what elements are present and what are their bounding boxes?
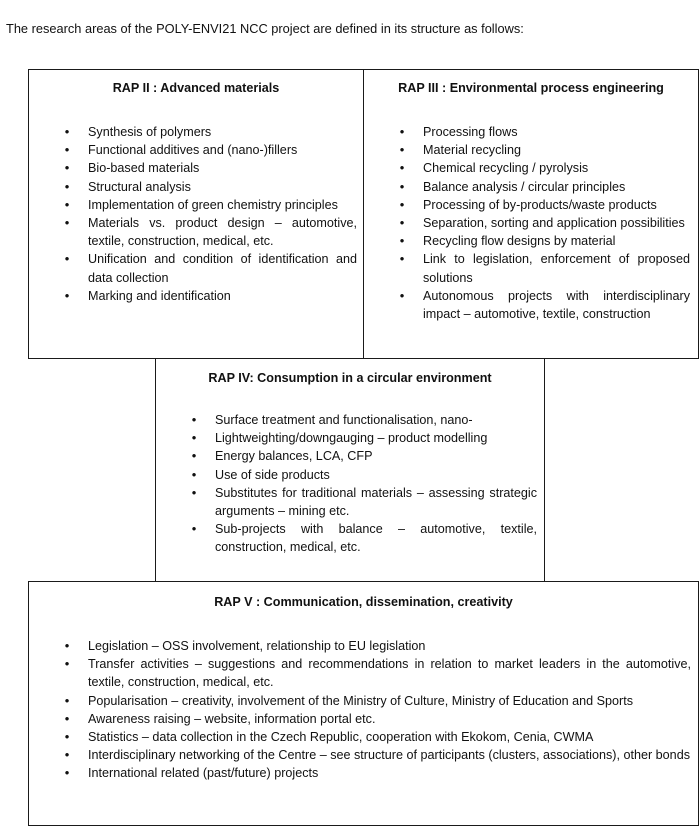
- bullet-icon: •: [399, 196, 405, 212]
- list-item: [61, 287, 357, 305]
- list-item-text: Chemical recycling / pyrolysis: [423, 161, 589, 176]
- list-item-text: Legislation – OSS involvement, relationship to EU legislation: [88, 639, 426, 653]
- list-item: [396, 214, 690, 232]
- bullet-icon: •: [399, 160, 405, 176]
- list-item: [61, 710, 691, 728]
- list-item-text: Surface treatment and functionalisation, nano-: [215, 413, 473, 427]
- bullet-icon: •: [191, 430, 197, 446]
- rap-ii-box: [28, 69, 364, 359]
- list-item: [61, 728, 691, 746]
- bullet-icon: •: [64, 729, 70, 745]
- list-item-text: Material recycling: [423, 143, 521, 158]
- bullet-icon: •: [64, 692, 70, 708]
- bullet-icon: •: [399, 215, 405, 231]
- list-item: [61, 250, 357, 286]
- bullet-icon: •: [64, 196, 70, 212]
- list-item: [188, 447, 537, 465]
- list-item-text: Substitutes for traditional materials – assessing strategic arguments – mining etc.: [215, 485, 537, 519]
- list-item: [61, 159, 357, 177]
- list-item: [61, 196, 357, 214]
- list-item-text: Bio-based materials: [88, 161, 200, 176]
- rap-ii-title: RAP II : Advanced materials: [112, 81, 280, 95]
- bullet-icon: •: [64, 656, 70, 672]
- list-item-text: Materials vs. product design – automotive, textile, construction, medical, etc.: [88, 216, 357, 249]
- list-item: [396, 232, 690, 250]
- list-item: [188, 484, 537, 520]
- list-item-text: Separation, sorting and application possibilities: [423, 216, 685, 231]
- rap-v-title: RAP V : Communication, dissemination, creativity: [214, 595, 513, 609]
- list-item-text: Marking and identification: [88, 288, 231, 303]
- intro-text: The research areas of the POLY-ENVI21 NCC project are defined in its structure as follows:: [6, 21, 524, 36]
- rap-iv-box: [155, 358, 545, 582]
- bullet-icon: •: [64, 178, 70, 194]
- bullet-icon: •: [64, 251, 70, 267]
- bullet-icon: •: [399, 233, 405, 249]
- rap-v-box: [28, 581, 699, 826]
- list-item-text: Popularisation – creativity, involvement of the Ministry of Culture, Ministry of Education and Sports: [88, 693, 634, 708]
- bullet-icon: •: [64, 710, 70, 726]
- bullet-icon: •: [64, 747, 70, 763]
- list-item: [396, 196, 690, 214]
- bullet-icon: •: [399, 178, 405, 194]
- bullet-icon: •: [191, 448, 197, 464]
- list-item-text: Processing of by-products/waste products: [423, 197, 657, 212]
- list-item: [188, 429, 537, 447]
- list-item-text: Sub-projects with balance – automotive, textile, construction, medical, etc.: [215, 522, 537, 555]
- bullet-icon: •: [64, 124, 70, 139]
- list-item: [61, 141, 357, 159]
- list-item-text: Awareness raising – website, information portal etc.: [88, 711, 376, 726]
- list-item-text: Functional additives and (nano-)fillers: [88, 143, 298, 158]
- bullet-icon: •: [64, 160, 70, 176]
- list-item: [396, 287, 690, 323]
- rap-iv-list: [188, 411, 537, 557]
- list-item: [188, 411, 537, 429]
- rap-v-list: [61, 637, 691, 783]
- list-item: [61, 637, 691, 655]
- list-item-text: Balance analysis / circular principles: [423, 179, 626, 194]
- list-item: [396, 178, 690, 196]
- rap-iii-list: [396, 123, 690, 323]
- bullet-icon: •: [191, 412, 197, 427]
- list-item: [61, 123, 357, 141]
- list-item-text: Processing flows: [423, 125, 518, 139]
- list-item-text: Unification and condition of identification and data collection: [88, 252, 357, 285]
- bullet-icon: •: [191, 521, 197, 537]
- list-item: [61, 214, 357, 250]
- rap-iii-title: RAP III : Environmental process engineering: [398, 81, 664, 95]
- list-item: [61, 746, 691, 764]
- bullet-icon: •: [64, 287, 70, 303]
- rap-ii-list: [61, 123, 357, 305]
- list-item-text: Lightweighting/downgauging – product modelling: [215, 431, 488, 446]
- list-item: [396, 159, 690, 177]
- bullet-icon: •: [399, 142, 405, 158]
- list-item-text: Interdisciplinary networking of the Centre – see structure of participants (clusters, associations), other bonds: [88, 748, 690, 763]
- bullet-icon: •: [64, 215, 70, 231]
- list-item: [396, 250, 690, 286]
- rap-iii-box: [363, 69, 699, 359]
- list-item-text: Transfer activities – suggestions and recommendations in relation to market leaders in the automotive, textile, construction, medical, etc.: [88, 657, 691, 690]
- list-item: [61, 764, 691, 782]
- list-item-text: Statistics – data collection in the Czech Republic, cooperation with Ekokom, Cenia, CWMA: [88, 730, 594, 745]
- bullet-icon: •: [191, 466, 197, 482]
- list-item: [396, 123, 690, 141]
- bullet-icon: •: [64, 765, 70, 781]
- list-item: [188, 520, 537, 556]
- bullet-icon: •: [399, 251, 405, 267]
- list-item: [61, 178, 357, 196]
- list-item-text: International related (past/future) projects: [88, 766, 319, 781]
- list-item-text: Synthesis of polymers: [88, 125, 212, 139]
- list-item-text: Energy balances, LCA, CFP: [215, 449, 373, 464]
- list-item-text: Implementation of green chemistry principles: [88, 197, 338, 212]
- bullet-icon: •: [64, 638, 70, 653]
- list-item: [188, 466, 537, 484]
- list-item-text: Use of side products: [215, 467, 330, 482]
- list-item: [396, 141, 690, 159]
- bullet-icon: •: [399, 287, 405, 303]
- rap-iv-title: RAP IV: Consumption in a circular environment: [208, 371, 492, 385]
- bullet-icon: •: [64, 142, 70, 158]
- bullet-icon: •: [399, 124, 405, 139]
- list-item-text: Recycling flow designs by material: [423, 234, 616, 249]
- list-item-text: Structural analysis: [88, 179, 191, 194]
- list-item-text: Autonomous projects with interdisciplinary impact – automotive, textile, construction: [423, 288, 690, 322]
- list-item-text: Link to legislation, enforcement of proposed solutions: [423, 252, 690, 285]
- bullet-icon: •: [191, 484, 197, 500]
- list-item: [61, 692, 691, 710]
- list-item: [61, 655, 691, 691]
